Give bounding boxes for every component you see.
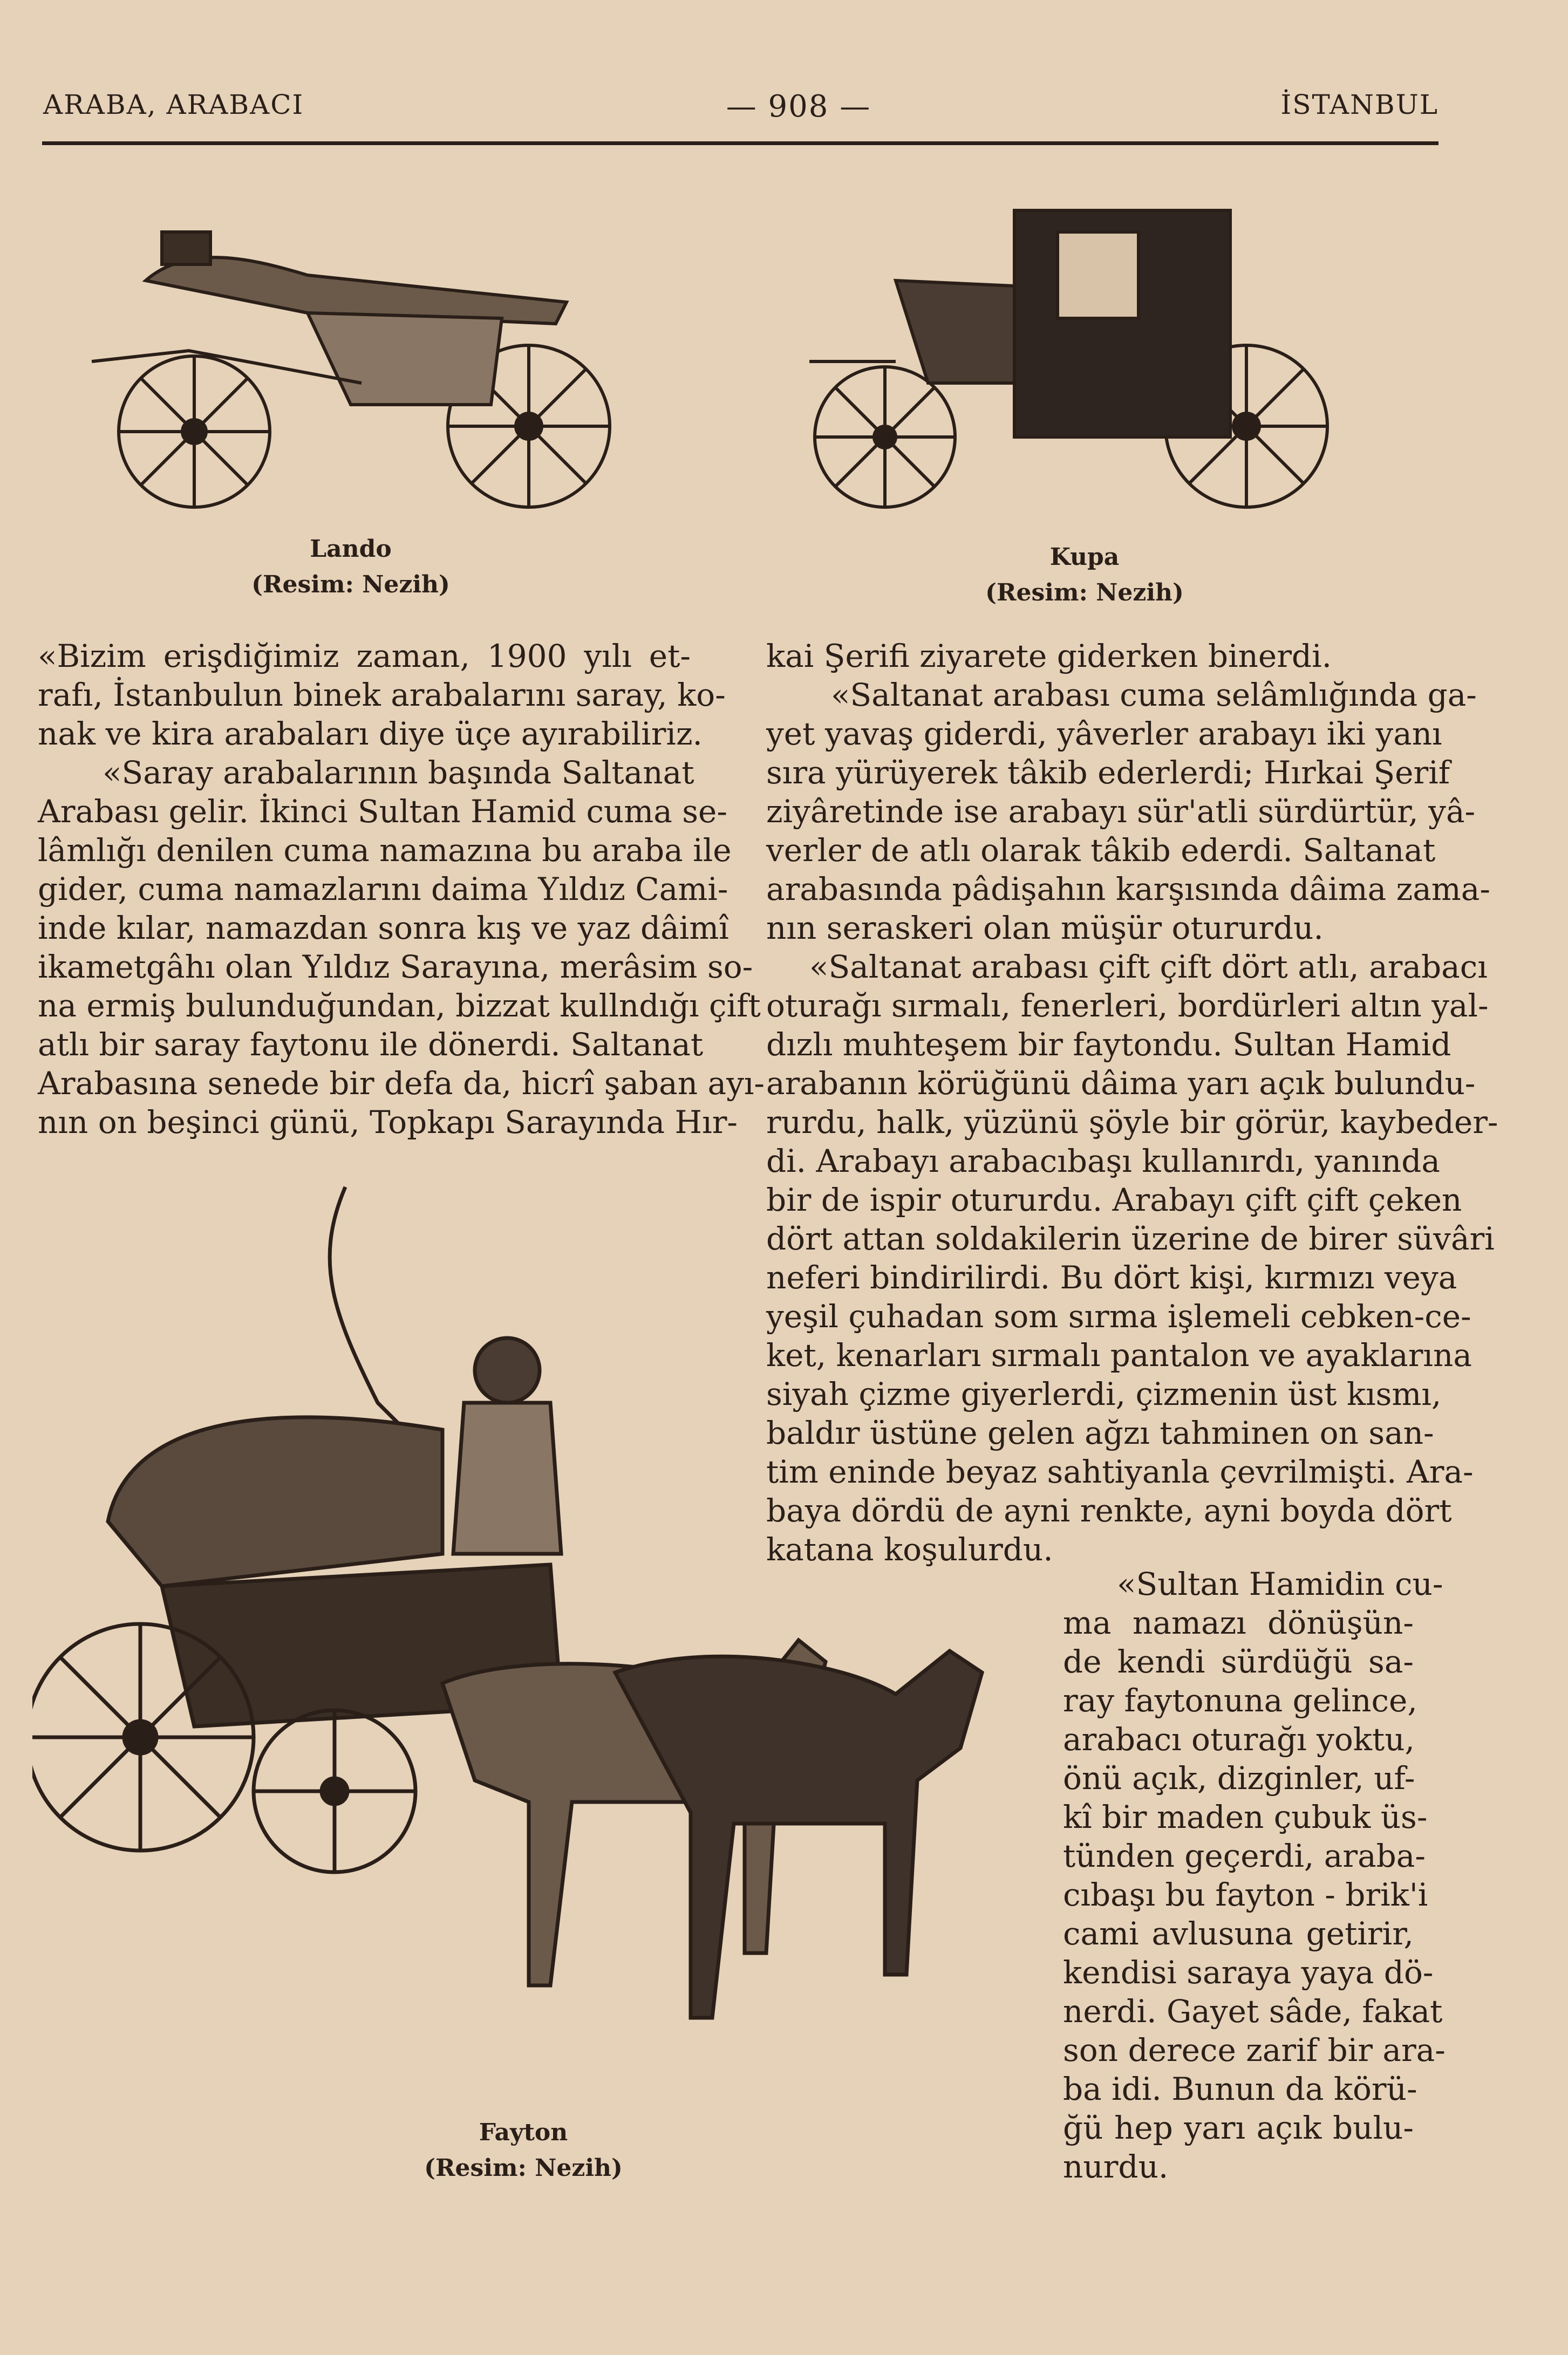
lando-caption bbox=[216, 531, 486, 603]
text-line: ma namazı dönüşün- bbox=[1063, 1605, 1414, 1641]
page-number: — 908 — bbox=[726, 89, 871, 124]
text-line: ğü hep yarı açık bulu- bbox=[1063, 2110, 1414, 2146]
text-line: rurdu, halk, yüzünü şöyle bir görür, kaybeder- bbox=[766, 1104, 1498, 1141]
text-line: kendisi saraya yaya dö- bbox=[1063, 1954, 1434, 1991]
text-line: nın seraskeri olan müşür otururdu. bbox=[766, 910, 1324, 946]
text-line: önü açık, dizginler, uf- bbox=[1063, 1760, 1415, 1797]
text-line: bir de ispir otururdu. Arabayı çift çift çeken bbox=[766, 1182, 1462, 1218]
text-line: neferi bindirilirdi. Bu dört kişi, kırmızı veya bbox=[766, 1259, 1457, 1296]
text-line: tim eninde beyaz sahtiyanla çevrilmişti. Ara- bbox=[766, 1453, 1474, 1490]
text-line: gider, cuma namazlarını daima Yıldız Cami- bbox=[38, 871, 728, 907]
kupa-title: Kupa bbox=[1049, 543, 1120, 571]
lando-title: Lando bbox=[310, 535, 392, 563]
coupe-carriage-illustration-icon bbox=[788, 200, 1338, 523]
text-line: ray faytonuna gelince, bbox=[1063, 1682, 1417, 1719]
text-line: yet yavaş giderdi, yâverler arabayı iki yanı bbox=[766, 715, 1442, 752]
text-line: verler de atlı olarak tâkib ederdi. Saltanat bbox=[766, 832, 1436, 869]
running-header-right: İSTANBUL bbox=[1280, 89, 1439, 120]
text-line: «Saltanat arabası çift çift dört atlı, arabacı bbox=[809, 948, 1488, 985]
text-line: Arabası gelir. İkinci Sultan Hamid cuma se- bbox=[38, 793, 727, 830]
text-line: kai Şerifi ziyarete giderken binerdi. bbox=[766, 638, 1332, 674]
text-line: «Saltanat arabası cuma selâmlığında ga- bbox=[831, 677, 1477, 713]
header-rule bbox=[42, 141, 1439, 145]
text-line: nın on beşinci günü, Topkapı Sarayında Hır- bbox=[38, 1104, 738, 1141]
text-line: ket, kenarları sırmalı pantalon ve ayaklarına bbox=[766, 1337, 1472, 1374]
text-line: inde kılar, namazdan sonra kış ve yaz dâimî bbox=[38, 910, 729, 946]
text-line: «Bizim erişdiğimiz zaman, 1900 yılı et- bbox=[38, 638, 691, 674]
kupa-credit: (Resim: Nezih) bbox=[985, 579, 1184, 606]
fayton-title: Fayton bbox=[479, 2119, 568, 2146]
text-line: ziyâretinde ise arabayı sür'atli sürdürtür, yâ- bbox=[766, 793, 1476, 830]
text-line: ba idi. Bunun da körü- bbox=[1063, 2071, 1417, 2107]
narrow-column bbox=[1063, 1565, 1446, 2186]
text-line: katana koşulurdu. bbox=[766, 1531, 1053, 1568]
text-line: de kendi sürdüğü sa- bbox=[1063, 1643, 1414, 1680]
text-line: baya dördü de ayni renkte, ayni boyda dört bbox=[766, 1492, 1452, 1529]
text-line: nak ve kira arabaları diye üçe ayırabiliriz. bbox=[38, 715, 703, 752]
text-line: arabasında pâdişahın karşısında dâima zama- bbox=[766, 871, 1490, 907]
landau-carriage-illustration-icon bbox=[81, 210, 647, 523]
text-line: di. Arabayı arabacıbaşı kullanırdı, yanında bbox=[766, 1143, 1440, 1179]
text-line: oturağı sırmalı, fenerleri, bordürleri altın yal- bbox=[766, 987, 1489, 1024]
running-header-left: ARABA, ARABACI bbox=[43, 89, 304, 120]
text-line: atlı bir saray faytonu ile dönerdi. Saltanat bbox=[38, 1026, 704, 1063]
text-line: ikametgâhı olan Yıldız Sarayına, merâsim so- bbox=[38, 948, 753, 985]
text-line: son derece zarif bir ara- bbox=[1063, 2032, 1446, 2069]
text-line: dört attan soldakilerin üzerine de birer süvâri bbox=[766, 1220, 1495, 1257]
text-line: siyah çizme giyerlerdi, çizmenin üst kısmı, bbox=[766, 1376, 1442, 1412]
fayton-caption bbox=[388, 2115, 658, 2186]
text-line: baldır üstüne gelen ağzı tahminen on san- bbox=[766, 1415, 1434, 1451]
lando-credit: (Resim: Nezih) bbox=[251, 571, 450, 598]
text-line: nurdu. bbox=[1063, 2148, 1169, 2185]
text-line: cami avlusuna getirir, bbox=[1063, 1915, 1414, 1952]
text-line: arabanın körüğünü dâima yarı açık bulundu- bbox=[766, 1065, 1476, 1102]
text-line: rafı, İstanbulun binek arabalarını saray, ko- bbox=[38, 677, 726, 713]
text-line: kî bir maden çubuk üs- bbox=[1063, 1799, 1428, 1835]
text-line: cıbaşı bu fayton - brik'i bbox=[1063, 1876, 1428, 1913]
fayton-credit: (Resim: Nezih) bbox=[424, 2154, 623, 2182]
text-line: dızlı muhteşem bir faytondu. Sultan Hamid bbox=[766, 1026, 1451, 1063]
text-line: lâmlığı denilen cuma namazına bu araba ile bbox=[38, 832, 732, 869]
text-line: «Saray arabalarının başında Saltanat bbox=[103, 754, 694, 791]
text-line: tünden geçerdi, araba- bbox=[1063, 1838, 1426, 1874]
text-line: «Sultan Hamidin cu- bbox=[1117, 1566, 1443, 1602]
text-line: nerdi. Gayet sâde, fakat bbox=[1063, 1993, 1443, 2030]
text-line: arabacı oturağı yoktu, bbox=[1063, 1721, 1415, 1758]
kupa-caption bbox=[950, 540, 1219, 611]
text-line: sıra yürüyerek tâkib ederlerdi; Hırkai Şerif bbox=[766, 754, 1450, 791]
text-line: na ermiş bulunduğundan, bizzat kullndığı çift bbox=[38, 987, 761, 1024]
text-line: Arabasına senede bir defa da, hicrî şaban ayı- bbox=[38, 1065, 765, 1102]
phaeton-with-horses-illustration-icon bbox=[32, 1176, 1058, 2115]
text-line: yeşil çuhadan som sırma işlemeli cebken-ce- bbox=[766, 1298, 1471, 1335]
left-column bbox=[38, 637, 765, 1142]
